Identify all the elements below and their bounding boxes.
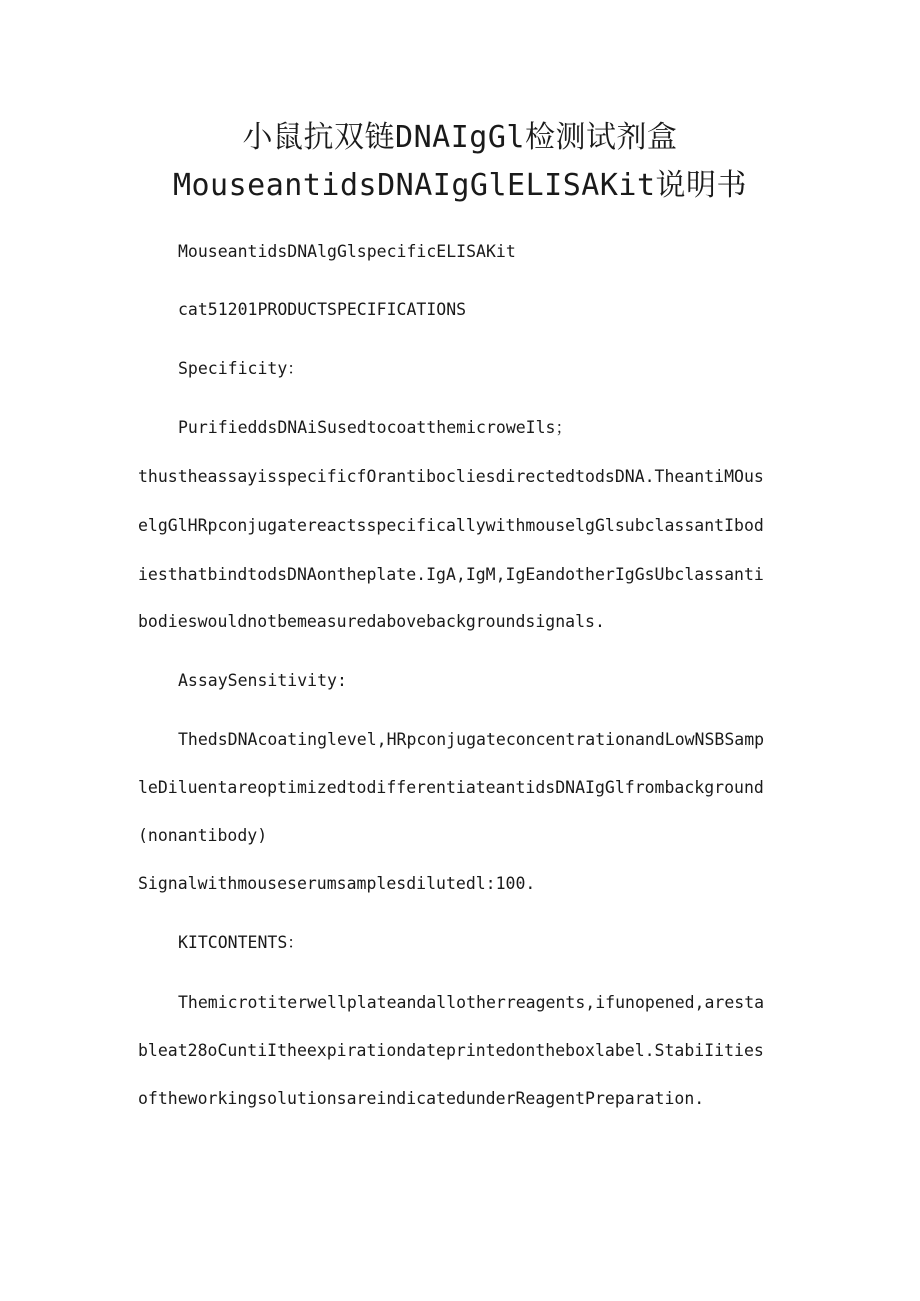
paragraph-line: bleat28oCuntiItheexpirationdateprintedontheboxlabel.StabiIities xyxy=(138,1041,764,1060)
paragraph-line: oftheworkingsolutionsareindicatedunderReagentPreparation. xyxy=(138,1089,705,1108)
paragraph-line: PurifieddsDNAiSusedtocoatthemicroweIls； xyxy=(178,418,572,437)
paragraph-line: (nonantibody) xyxy=(138,826,268,845)
paragraph-line: elgGlHRpconjugatereactsspecificallywithmouselgGlsubclassantIbod xyxy=(138,516,764,535)
section-heading-kit-contents: KITCONTENTS： xyxy=(178,933,304,952)
paragraph-line: thustheassayisspecificfOrantibocliesdirectedtodsDNA.TheantiMOus xyxy=(138,467,764,486)
section-heading-specificity: Specificity： xyxy=(178,359,304,378)
paragraph-line: Themicrotiterwellplateandallotherreagents,ifunopened,aresta xyxy=(178,993,765,1012)
document-title-en: MouseantidsDNAIgGlELISAKit说明书 xyxy=(172,168,748,203)
kit-name-line: MouseantidsDNAlgGlspecificELISAKit xyxy=(178,242,516,261)
section-heading-sensitivity: AssaySensitivity: xyxy=(178,671,347,690)
paragraph-line: bodieswouldnotbemeasuredabovebackgroundsignals. xyxy=(138,612,605,631)
paragraph-line: Signalwithmouseserumsamplesdilutedl:100. xyxy=(138,874,536,893)
document-title-zh: 小鼠抗双链DNAIgGl检测试剂盒 xyxy=(242,120,678,155)
paragraph-line: leDiluentareoptimizedtodifferentiateantidsDNAIgGlfrombackground xyxy=(138,778,764,797)
catalog-line: cat51201PRODUCTSPECIFICATIONS xyxy=(178,300,467,319)
paragraph-line: ThedsDNAcoatinglevel,HRpconjugateconcentrationandLowNSBSamp xyxy=(178,730,765,749)
paragraph-line: iesthatbindtodsDNAontheplate.IgA,IgM,IgEandotherIgGsUbclassanti xyxy=(138,565,764,584)
